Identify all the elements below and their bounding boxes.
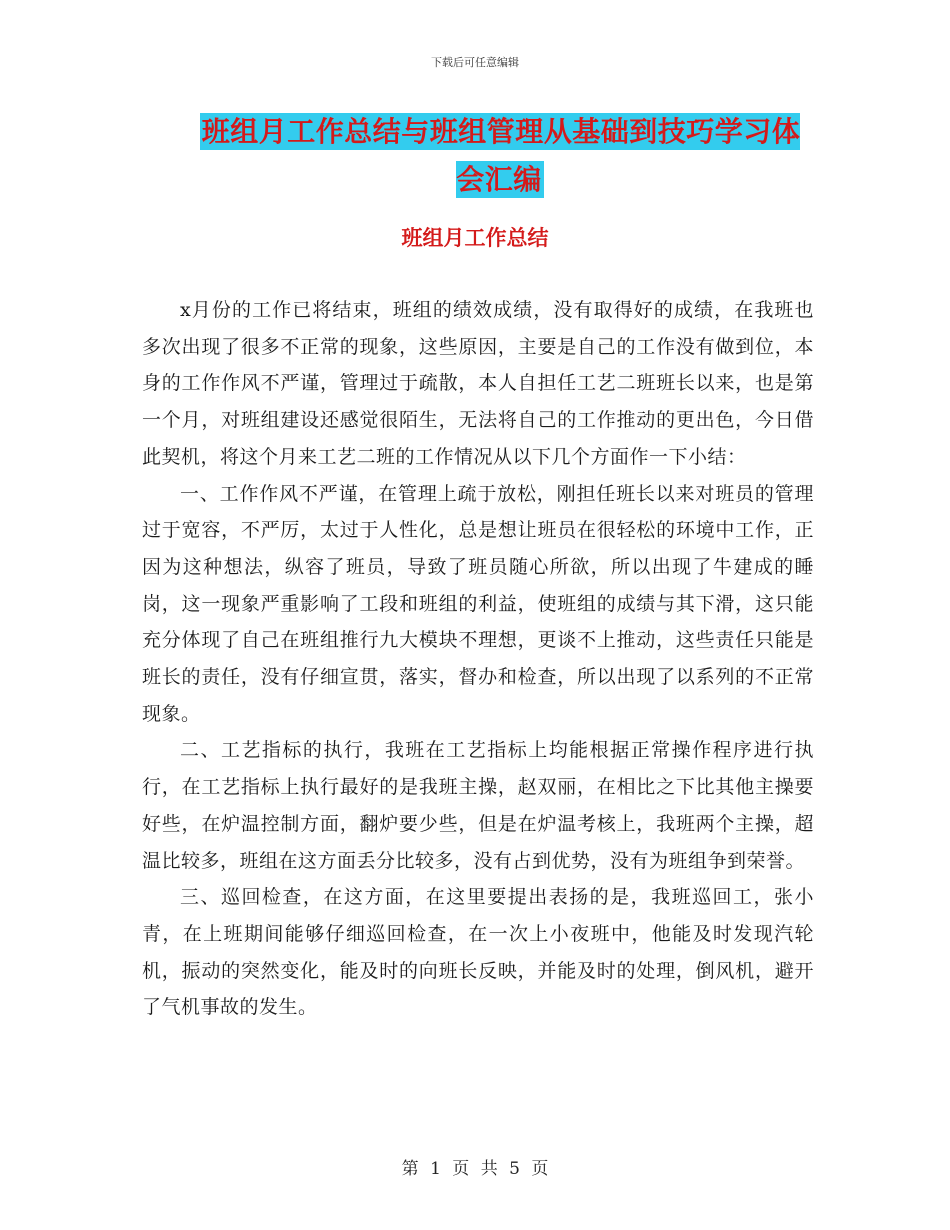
page-number: 第 1 页 共 5 页	[401, 1159, 549, 1179]
document-body	[142, 292, 814, 1026]
header-note: 下载后可任意编辑	[431, 56, 519, 69]
paragraph-patrol-inspection: 三、巡回检查，在这方面，在这里要提出表扬的是，我班巡回工，张小青，在上班期间能够仔细巡回检查，在一次上小夜班中，他能及时发现汽轮机，振动的突然变化，能及时的向班长反映，并能及时的处理，倒风机，避开了气机事故的发生。	[142, 886, 814, 1019]
section-title: 班组月工作总结	[401, 226, 549, 250]
document-title	[190, 108, 810, 204]
document-title-text: 班组月工作总结与班组管理从基础到技巧学习体会汇编	[201, 115, 801, 196]
paragraph-process-indicators: 二、工艺指标的执行，我班在工艺指标上均能根据正常操作程序进行执行，在工艺指标上执行最好的是我班主操，赵双丽，在相比之下比其他主操要好些，在炉温控制方面，翻炉要少些，但是在炉温考核上，我班两个主操，超温比较多，班组在这方面丢分比较多，没有占到优势，没有为班组争到荣誉。	[142, 739, 814, 872]
paragraph-work-style: 一、工作作风不严谨，在管理上疏于放松，刚担任班长以来对班员的管理过于宽容，不严厉，太过于人性化，总是想让班员在很轻松的环境中工作，正因为这种想法，纵容了班员，导致了班员随心所欲，所以出现了牛建成的睡岗，这一现象严重影响了工段和班组的利益，使班组的成绩与其下滑，这只能充分体现了自己在班组推行九大模块不理想，更谈不上推动，这些责任只能是班长的责任，没有仔细宣贯，落实，督办和检查，所以出现了以系列的不正常现象。	[142, 482, 814, 725]
paragraph-intro: x月份的工作已将结束，班组的绩效成绩，没有取得好的成绩，在我班也多次出现了很多不正常的现象，这些原因，主要是自己的工作没有做到位，本身的工作作风不严谨，管理过于疏散，本人自担任工艺二班班长以来，也是第一个月，对班组建设还感觉很陌生，无法将自己的工作推动的更出色，今日借此契机，将这个月来工艺二班的工作情况从以下几个方面作一下小结：	[142, 299, 814, 468]
